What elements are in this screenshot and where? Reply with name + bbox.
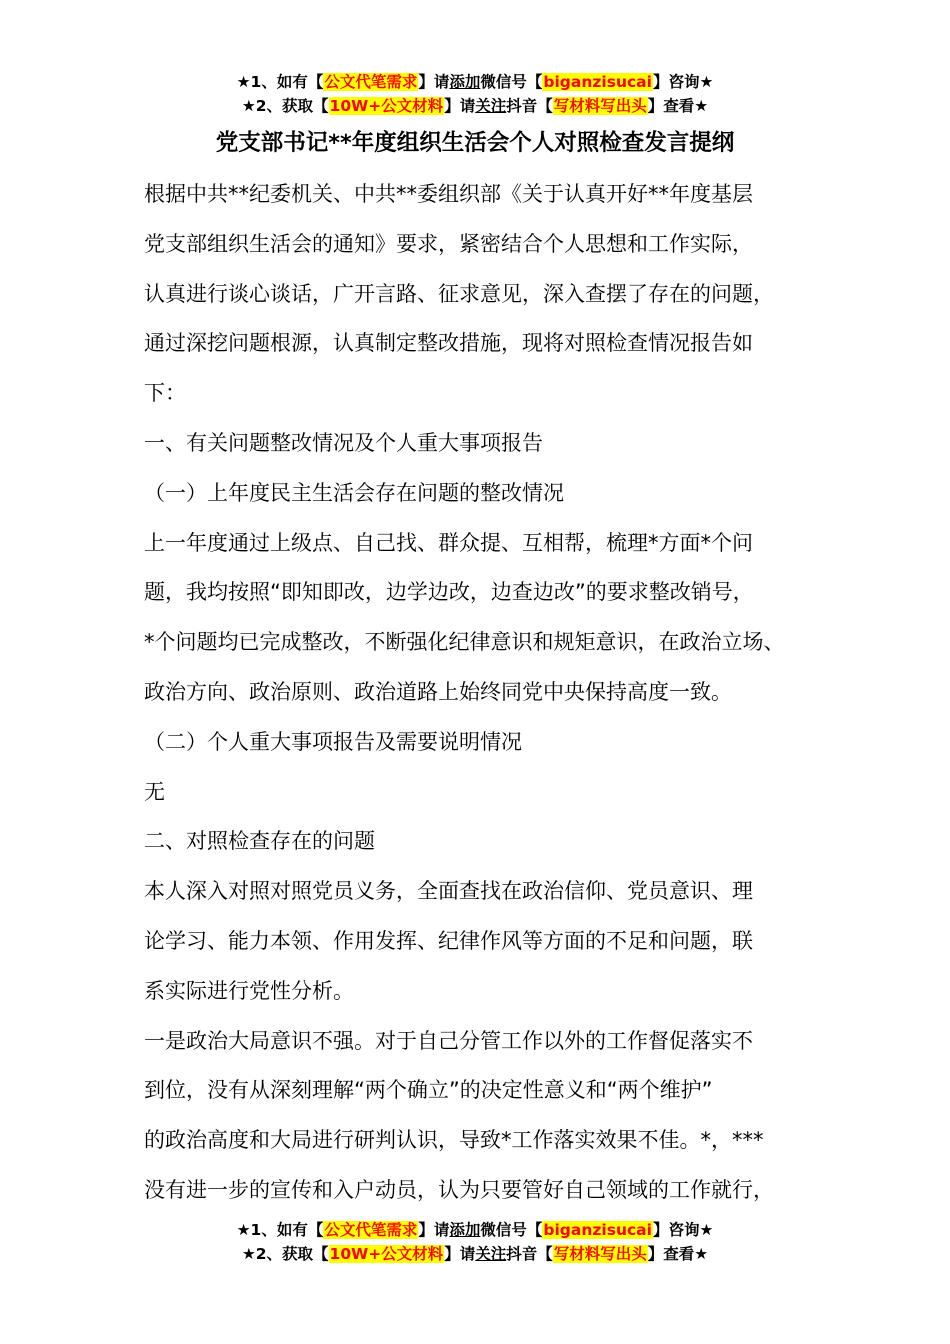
document-title: 党支部书记**年度组织生活会个人对照检查发言提纲	[215, 130, 735, 156]
subsection-heading: （二）个人重大事项报告及需要说明情况	[144, 729, 522, 754]
highlight-materials: 10W+公文材料	[329, 1245, 444, 1263]
body-line: 上一年度通过上级点、自己找、群众提、互相帮，梳理*方面*个问	[144, 530, 753, 555]
body-line: 本人深入对照对照党员义务，全面查找在政治信仰、党员意识、理	[144, 879, 753, 904]
promo-line-2: ★2、获取【10W+公文材料】请关注抖音【写材料写出头】查看★	[241, 1245, 709, 1263]
body-line: 下：	[144, 381, 186, 406]
body-line: 论学习、能力本领、作用发挥、纪律作风等方面的不足和问题，联	[144, 928, 753, 953]
highlight-service: 公文代笔需求	[324, 1221, 418, 1239]
subsection-heading: （一）上年度民主生活会存在问题的整改情况	[144, 480, 564, 505]
highlight-wechat-id: biganzisucai	[543, 1221, 652, 1239]
highlight-douyin-account: 写材料写出头	[553, 1245, 647, 1263]
body-line: 系实际进行党性分析。	[144, 978, 354, 1003]
body-line: 的政治高度和大局进行研判认识，导致*工作落实效果不佳。*，***	[144, 1128, 764, 1153]
promo-line-2: ★2、获取【10W+公文材料】请关注抖音【写材料写出头】查看★	[241, 97, 709, 115]
highlight-materials: 10W+公文材料	[329, 97, 444, 115]
section-heading: 一、有关问题整改情况及个人重大事项报告	[144, 430, 543, 455]
body-line: 无	[144, 779, 165, 804]
body-line: 没有进一步的宣传和入户动员，认为只要管好自己领域的工作就行，	[144, 1177, 774, 1202]
body-line: 题，我均按照“即知即改，边学边改，边查边改”的要求整改销号，	[144, 580, 754, 605]
body-line: 到位，没有从深刻理解“两个确立”的决定性意义和“两个维护”	[144, 1078, 713, 1103]
body-line: *个问题均已完成整改，不断强化纪律意识和规矩意识，在政治立场、	[144, 630, 785, 655]
body-line: 政治方向、政治原则、政治道路上始终同党中央保持高度一致。	[144, 679, 732, 704]
highlight-service: 公文代笔需求	[324, 73, 418, 91]
document-body	[144, 170, 834, 1216]
promo-line-1: ★1、如有【公文代笔需求】请添加微信号【biganzisucai】咨询★	[236, 73, 714, 91]
body-line: 认真进行谈心谈话，广开言路、征求意见，深入查摆了存在的问题，	[144, 281, 774, 306]
body-line: 党支部组织生活会的通知》要求，紧密结合个人思想和工作实际，	[144, 231, 753, 256]
body-line: 一是政治大局意识不强。对于自己分管工作以外的工作督促落实不	[144, 1028, 753, 1053]
header-promo-banner	[0, 70, 950, 118]
promo-line-1: ★1、如有【公文代笔需求】请添加微信号【biganzisucai】咨询★	[236, 1221, 714, 1239]
highlight-wechat-id: biganzisucai	[543, 73, 652, 91]
section-heading: 二、对照检查存在的问题	[144, 829, 375, 854]
highlight-douyin-account: 写材料写出头	[553, 97, 647, 115]
body-line: 通过深挖问题根源，认真制定整改措施，现将对照检查情况报告如	[144, 331, 753, 356]
body-line: 根据中共**纪委机关、中共**委组织部《关于认真开好**年度基层	[144, 182, 753, 206]
footer-promo-banner	[0, 1218, 950, 1266]
